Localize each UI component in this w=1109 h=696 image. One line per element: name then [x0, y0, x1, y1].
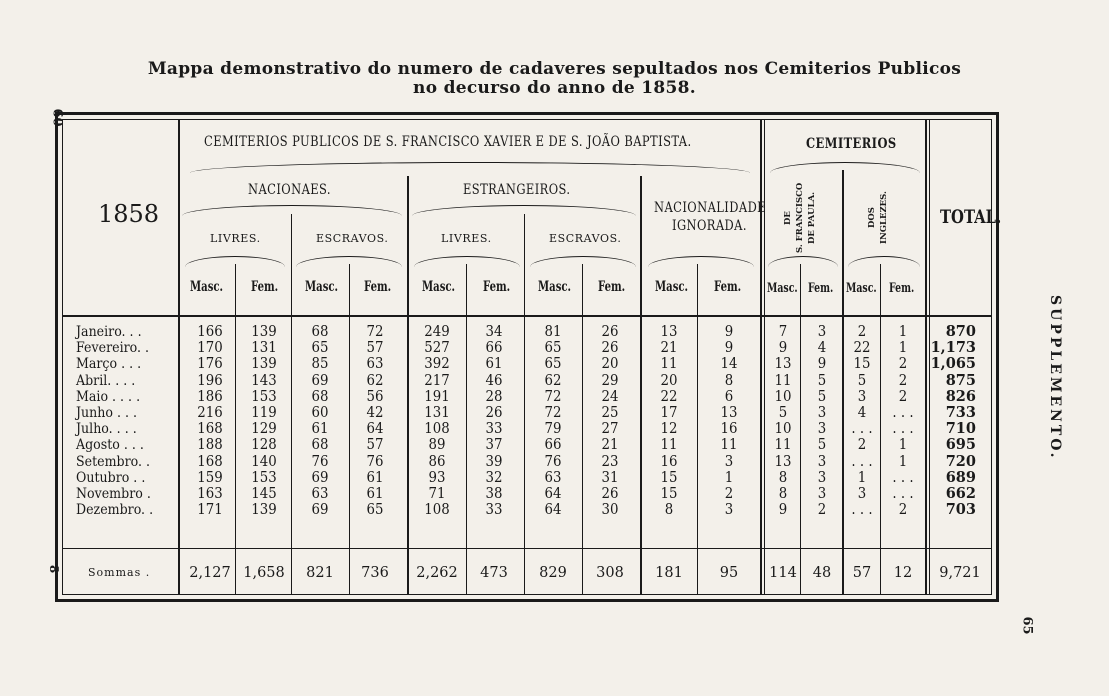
table-cell: 108 — [424, 421, 450, 438]
table-cell: 2 — [898, 388, 908, 405]
table-cell: 63 — [544, 469, 562, 486]
table-cell: 8 — [778, 469, 788, 486]
table-cell: 15 — [660, 486, 678, 502]
table-title — [0, 60, 1109, 98]
table-cell: 46 — [485, 372, 503, 389]
table-cell: 216 — [197, 405, 223, 421]
sums-top-rule — [62, 548, 992, 549]
divider-nac-livres-escravos — [291, 214, 292, 594]
table-cell: . . . — [892, 421, 914, 438]
row-total: 695 — [945, 436, 976, 454]
month-label: Outubro . . — [76, 469, 146, 486]
table-cell: 15 — [660, 469, 678, 486]
table-cell: 65 — [311, 340, 329, 357]
table-cell: 26 — [601, 324, 619, 340]
column-sum: 308 — [596, 565, 624, 581]
table-cell: . . . — [892, 469, 914, 486]
table-cell: 33 — [485, 502, 503, 519]
nac-escravos-header: ESCRAVOS. — [316, 232, 389, 245]
table-cell: 68 — [311, 388, 329, 405]
table-cell: 31 — [601, 469, 619, 486]
table-cell: 65 — [544, 340, 562, 357]
col-header-masc: Masc. — [655, 279, 689, 295]
table-cell: 64 — [544, 486, 562, 502]
table-cell: 42 — [366, 405, 384, 421]
column-sum: 821 — [306, 565, 334, 581]
table-cell: 26 — [485, 405, 503, 421]
col-header-fem: Fem. — [364, 279, 392, 295]
col-header-fem: Fem. — [598, 279, 626, 295]
month-label: Março . . . — [76, 356, 142, 373]
table-cell: 13 — [660, 324, 678, 340]
row-total: 870 — [945, 323, 976, 340]
table-cell: 33 — [485, 421, 503, 438]
month-label: Abril. . . . — [76, 372, 136, 389]
table-cell: 26 — [601, 486, 619, 502]
row-total: 703 — [945, 501, 976, 519]
table-cell: 72 — [544, 405, 562, 421]
table-cell: 69 — [311, 372, 329, 389]
table-cell: 30 — [601, 502, 619, 519]
column-sum: 12 — [893, 565, 913, 581]
table-cell: 143 — [251, 372, 277, 389]
est-escravos-header: ESCRAVOS. — [549, 232, 622, 245]
divider-est-livres-escravos — [524, 214, 525, 594]
month-label: Setembro. . — [76, 453, 151, 470]
row-total: 662 — [945, 485, 976, 502]
table-cell: 63 — [311, 486, 329, 502]
table-cell: 3 — [817, 469, 827, 486]
table-cell: . . . — [892, 405, 914, 421]
table-cell: 171 — [197, 502, 223, 519]
table-cell: 3 — [817, 421, 827, 438]
table-cell: 13 — [774, 356, 792, 373]
divider-year — [178, 120, 180, 594]
table-cell: 25 — [601, 405, 619, 421]
table-cell: 2 — [898, 356, 908, 373]
table-cell: 34 — [485, 324, 503, 340]
table-cell: 14 — [720, 356, 738, 373]
table-cell: 76 — [366, 453, 384, 470]
table-cell: 153 — [251, 469, 277, 486]
table-cell: 1 — [898, 453, 908, 470]
table-cell: 2 — [898, 502, 908, 519]
table-cell: 65 — [544, 356, 562, 373]
table-cell: 26 — [601, 340, 619, 357]
table-cell: 21 — [660, 340, 678, 357]
table-cell: . . . — [892, 486, 914, 502]
table-cell: 39 — [485, 453, 503, 470]
row-total: 720 — [945, 452, 976, 470]
table-cell: 392 — [424, 356, 450, 373]
table-cell: 20 — [660, 372, 678, 389]
table-cell: 3 — [817, 453, 827, 470]
table-cell: 188 — [197, 437, 223, 454]
table-cell: 22 — [660, 388, 678, 405]
page-mark-bottom-right: 65 — [1019, 616, 1035, 635]
table-cell: 27 — [601, 421, 619, 438]
ignorada-header-2: IGNORADA. — [672, 218, 747, 234]
divider-col — [582, 264, 583, 594]
estrangeiros-header: ESTRANGEIROS. — [463, 182, 571, 198]
table-cell: 76 — [311, 453, 329, 470]
table-cell: 5 — [857, 372, 867, 389]
table-cell: 68 — [311, 437, 329, 454]
table-cell: 10 — [774, 421, 792, 438]
divider-col — [697, 264, 698, 594]
table-cell: 79 — [544, 421, 562, 438]
table-cell: 163 — [197, 486, 223, 502]
month-label: Dezembro. . — [76, 502, 154, 519]
table-cell: 8 — [664, 502, 674, 519]
table-cell: 62 — [544, 372, 562, 389]
table-cell: 23 — [601, 453, 619, 470]
table-cell: 176 — [197, 356, 223, 373]
table-cell: 69 — [311, 469, 329, 486]
table-cell: . . . — [851, 502, 873, 519]
table-cell: 527 — [424, 340, 450, 357]
month-label: Janeiro. . . — [76, 324, 142, 340]
table-cell: 131 — [251, 340, 277, 357]
divider-nacionaes — [407, 176, 409, 594]
ingl-header-2: INGLEZES. — [879, 191, 889, 245]
table-cell: 2 — [857, 324, 867, 340]
page-mark-bottom-left: 8 — [47, 564, 62, 574]
table-cell: 119 — [251, 405, 277, 421]
table-cell: 5 — [778, 405, 788, 421]
table-cell: 61 — [485, 356, 503, 373]
est-livres-header: LIVRES. — [441, 232, 492, 245]
table-cell: 131 — [424, 405, 450, 421]
table-cell: 20 — [601, 356, 619, 373]
table-cell: 13 — [774, 453, 792, 470]
table-cell: 16 — [660, 453, 678, 470]
divider-col — [349, 264, 350, 594]
col-header-masc: Masc. — [305, 279, 339, 295]
column-sum: 57 — [852, 565, 872, 581]
col-header-fem: Fem. — [714, 279, 742, 295]
main-group-header: CEMITERIOS PUBLICOS DE S. FRANCISCO XAVIER E DE S. JOÃO BAPTISTA. — [204, 134, 692, 150]
table-cell: 191 — [424, 388, 450, 405]
col-header-fem: Fem. — [251, 279, 279, 295]
table-cell: 65 — [366, 502, 384, 519]
table-cell: 11 — [720, 437, 738, 454]
table-cell: 5 — [817, 372, 827, 389]
table-cell: 8 — [724, 372, 734, 389]
table-cell: 63 — [366, 356, 384, 373]
table-cell: 4 — [857, 405, 867, 421]
table-cell: 9 — [778, 340, 788, 357]
year-header: 1858 — [98, 200, 160, 228]
row-total: 733 — [945, 404, 976, 421]
row-total: 1,173 — [930, 339, 976, 357]
table-cell: 1 — [898, 324, 908, 340]
col-header-masc: Masc. — [767, 281, 798, 296]
table-cell: 1 — [898, 437, 908, 454]
table-cell: 9 — [778, 502, 788, 519]
total-header: TOTAL. — [940, 206, 1002, 228]
table-cell: 168 — [197, 453, 223, 470]
ignorada-header-1: NACIONALIDADE — [654, 200, 766, 216]
table-cell: 217 — [424, 372, 450, 389]
table-cell: 186 — [197, 388, 223, 405]
table-cell: 3 — [724, 453, 734, 470]
table-cell: 22 — [853, 340, 871, 357]
col-header-masc: Masc. — [190, 279, 224, 295]
row-total: 689 — [945, 468, 976, 486]
table-cell: 15 — [853, 356, 871, 373]
row-total: 710 — [945, 420, 976, 438]
table-cell: 76 — [544, 453, 562, 470]
table-cell: 166 — [197, 324, 223, 340]
col-header-masc: Masc. — [422, 279, 456, 295]
table-cell: 16 — [720, 421, 738, 438]
month-label: Novembro . — [76, 486, 151, 502]
table-cell: 129 — [251, 421, 277, 438]
table-cell: 32 — [485, 469, 503, 486]
table-cell: 11 — [774, 437, 792, 454]
table-cell: 196 — [197, 372, 223, 389]
table-cell: 24 — [601, 388, 619, 405]
month-label: Junho . . . — [76, 405, 138, 421]
table-cell: 66 — [485, 340, 503, 357]
table-cell: 3 — [817, 486, 827, 502]
table-cell: 168 — [197, 421, 223, 438]
month-label: Fevereiro. . — [76, 340, 149, 357]
title-line-1: Mappa demonstrativo do numero de cadaveres sepultados nos Cemiterios Publicos — [147, 59, 962, 79]
row-total: 875 — [945, 371, 976, 389]
table-cell: 139 — [251, 324, 277, 340]
column-sum: 181 — [655, 565, 683, 581]
table-cell: 3 — [724, 502, 734, 519]
table-cell: 8 — [778, 486, 788, 502]
supplemento-side-label: SUPPLEMENTO. — [1047, 295, 1063, 461]
page-mark-top-left: 60 — [49, 108, 65, 127]
table-cell: 2 — [857, 437, 867, 454]
table-cell: 64 — [544, 502, 562, 519]
table-cell: 11 — [774, 372, 792, 389]
table-cell: 3 — [817, 324, 827, 340]
row-total: 826 — [945, 387, 976, 405]
table-cell: 85 — [311, 356, 329, 373]
table-cell: 57 — [366, 437, 384, 454]
nac-livres-header: LIVRES. — [210, 232, 261, 245]
table-cell: 86 — [428, 453, 446, 470]
table-cell: 2 — [898, 372, 908, 389]
table-cell: 68 — [311, 324, 329, 340]
table-cell: 10 — [774, 388, 792, 405]
table-cell: 3 — [857, 388, 867, 405]
col-header-masc: Masc. — [846, 281, 877, 296]
column-sum: 48 — [812, 565, 832, 581]
col-header-fem: Fem. — [483, 279, 511, 295]
col-header-fem: Fem. — [889, 281, 915, 296]
cemiterios-header: CEMITERIOS — [806, 136, 897, 152]
table-cell: 11 — [660, 356, 678, 373]
nacionaes-header: NACIONAES. — [248, 182, 331, 198]
column-sum: 2,127 — [189, 565, 231, 581]
column-sum: 829 — [539, 565, 567, 581]
sfp-header-2: S. FRANCISCO — [795, 182, 805, 254]
column-sum: 736 — [361, 565, 389, 581]
column-sum: 114 — [769, 565, 797, 581]
table-cell: 249 — [424, 324, 450, 340]
col-header-fem: Fem. — [808, 281, 834, 296]
ingl-header-1: DOS — [867, 207, 877, 229]
table-cell: 1 — [857, 469, 867, 486]
row-total: 1,065 — [930, 355, 976, 373]
table-cell: 61 — [366, 469, 384, 486]
table-cell: 61 — [366, 486, 384, 502]
table-cell: 66 — [544, 437, 562, 454]
table-cell: 145 — [251, 486, 277, 502]
table-cell: 61 — [311, 421, 329, 438]
table-cell: 159 — [197, 469, 223, 486]
col-header-masc: Masc. — [538, 279, 572, 295]
table-cell: 128 — [251, 437, 277, 454]
header-bottom-rule — [62, 315, 992, 317]
table-cell: 29 — [601, 372, 619, 389]
table-cell: 21 — [601, 437, 619, 454]
table-cell: 9 — [724, 324, 734, 340]
table-cell: 93 — [428, 469, 446, 486]
table-cell: 60 — [311, 405, 329, 421]
month-label: Julho. . . . — [76, 421, 137, 438]
table-cell: 38 — [485, 486, 503, 502]
table-cell: 1 — [724, 469, 734, 486]
table-cell: 153 — [251, 388, 277, 405]
column-sum: 95 — [719, 565, 739, 581]
table-cell: 9 — [724, 340, 734, 357]
table-cell: 1 — [898, 340, 908, 357]
table-cell: 5 — [817, 388, 827, 405]
table-cell: 89 — [428, 437, 446, 454]
table-cell: 140 — [251, 453, 277, 470]
table-cell: 81 — [544, 324, 562, 340]
table-cell: 139 — [251, 502, 277, 519]
column-sum: 473 — [480, 565, 508, 581]
table-cell: 3 — [857, 486, 867, 502]
table-cell: 3 — [817, 405, 827, 421]
table-cell: 2 — [817, 502, 827, 519]
table-cell: 69 — [311, 502, 329, 519]
divider-col — [235, 264, 236, 594]
month-label: Agosto . . . — [76, 437, 144, 454]
table-cell: 11 — [660, 437, 678, 454]
table-cell: 4 — [817, 340, 827, 357]
table-cell: 17 — [660, 405, 678, 421]
table-cell: 108 — [424, 502, 450, 519]
column-sum: 2,262 — [416, 565, 458, 581]
column-sum: 1,658 — [243, 565, 285, 581]
table-cell: 5 — [817, 437, 827, 454]
table-cell: . . . — [851, 421, 873, 438]
table-cell: 9 — [817, 356, 827, 373]
table-cell: 28 — [485, 388, 503, 405]
sfp-header-1: DE — [783, 211, 793, 225]
table-cell: 6 — [724, 388, 734, 405]
table-cell: . . . — [851, 453, 873, 470]
table-cell: 62 — [366, 372, 384, 389]
divider-col — [466, 264, 467, 594]
table-cell: 71 — [428, 486, 446, 502]
sums-label: Sommas . — [88, 566, 151, 579]
table-cell: 64 — [366, 421, 384, 438]
table-cell: 37 — [485, 437, 503, 454]
month-label: Maio . . . . — [76, 388, 141, 405]
sfp-header-3: DE PAULA. — [807, 191, 817, 245]
table-cell: 2 — [724, 486, 734, 502]
table-cell: 139 — [251, 356, 277, 373]
table-cell: 13 — [720, 405, 738, 421]
table-cell: 7 — [778, 324, 788, 340]
table-cell: 57 — [366, 340, 384, 357]
table-cell: 72 — [366, 324, 384, 340]
title-line-2: no decurso do anno de 1858. — [413, 78, 696, 98]
table-cell: 170 — [197, 340, 223, 357]
table-cell: 56 — [366, 388, 384, 405]
grand-total: 9,721 — [939, 565, 981, 581]
divider-estrangeiros — [640, 176, 642, 594]
table-cell: 72 — [544, 388, 562, 405]
table-cell: 12 — [660, 421, 678, 438]
